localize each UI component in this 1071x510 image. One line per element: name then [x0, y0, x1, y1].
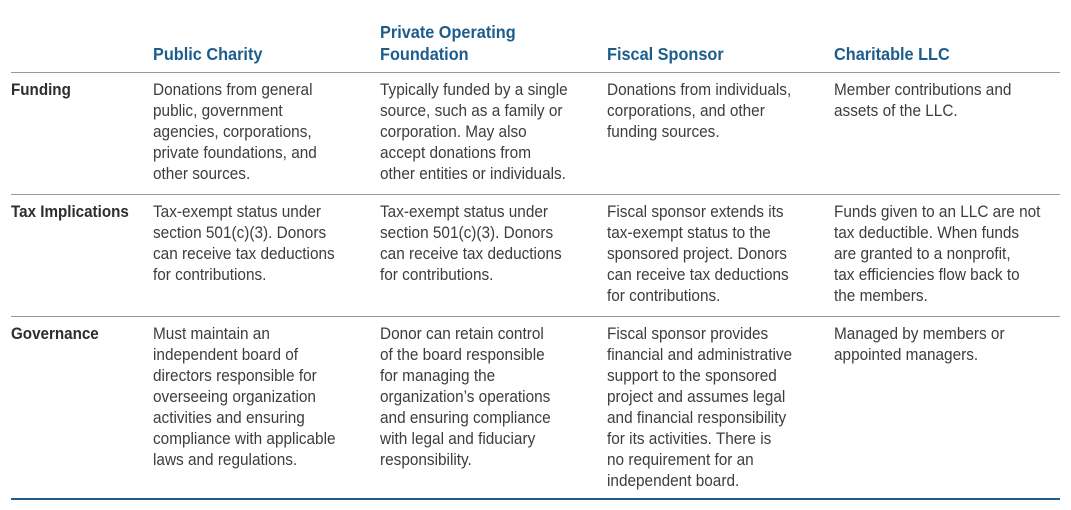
- table-cell: Must maintain an independent board of directors responsible for overseeing organization activities and ensuring compliance with applicable laws and regulations.: [153, 325, 336, 469]
- table-cell: Donations from general public, government agencies, corporations, private foundations, and other sources.: [153, 81, 317, 183]
- table-bottom-rule: [11, 498, 1060, 500]
- row-divider: [11, 316, 1060, 317]
- table-cell: Typically funded by a single source, such as a family or corporation. May also accept donations from other entities or individuals.: [380, 81, 568, 183]
- header-row: [11, 0, 1060, 72]
- row-divider: [11, 194, 1060, 195]
- column-header-charitable-llc: Charitable LLC: [834, 44, 950, 64]
- row-label-funding: Funding: [11, 81, 71, 99]
- row-label-tax-implications: Tax Implications: [11, 203, 129, 221]
- comparison-table: [11, 0, 1060, 490]
- column-header-fiscal-sponsor: Fiscal Sponsor: [607, 44, 724, 64]
- table-cell: Member contributions and assets of the LLC.: [834, 81, 1012, 120]
- row-label-governance: Governance: [11, 325, 99, 343]
- table-cell: Tax-exempt status under section 501(c)(3). Donors can receive tax deductions for contributions.: [380, 203, 562, 284]
- header-divider: [11, 72, 1060, 73]
- table-cell: Tax-exempt status under section 501(c)(3). Donors can receive tax deductions for contributions.: [153, 203, 335, 284]
- table-cell: Donations from individuals, corporations, and other funding sources.: [607, 81, 792, 141]
- table-cell: Funds given to an LLC are not tax deductible. When funds are granted to a nonprofit, tax efficiencies flow back to the members.: [834, 203, 1041, 305]
- table-cell: Donor can retain control of the board responsible for managing the organization’s operations and ensuring compliance with legal and fiduciary responsibility.: [380, 325, 551, 469]
- column-header-private-operating-foundation: Private Operating Foundation: [380, 22, 516, 64]
- table-cell: Fiscal sponsor provides financial and administrative support to the sponsored project and assumes legal and financial responsibility for its activities. There is no requirement for an independent board.: [607, 325, 793, 490]
- table-cell: Fiscal sponsor extends its tax-exempt status to the sponsored project. Donors can receive tax deductions for contributions.: [607, 203, 789, 305]
- table-cell: Managed by members or appointed managers.: [834, 325, 1005, 364]
- column-header-public-charity: Public Charity: [153, 44, 263, 64]
